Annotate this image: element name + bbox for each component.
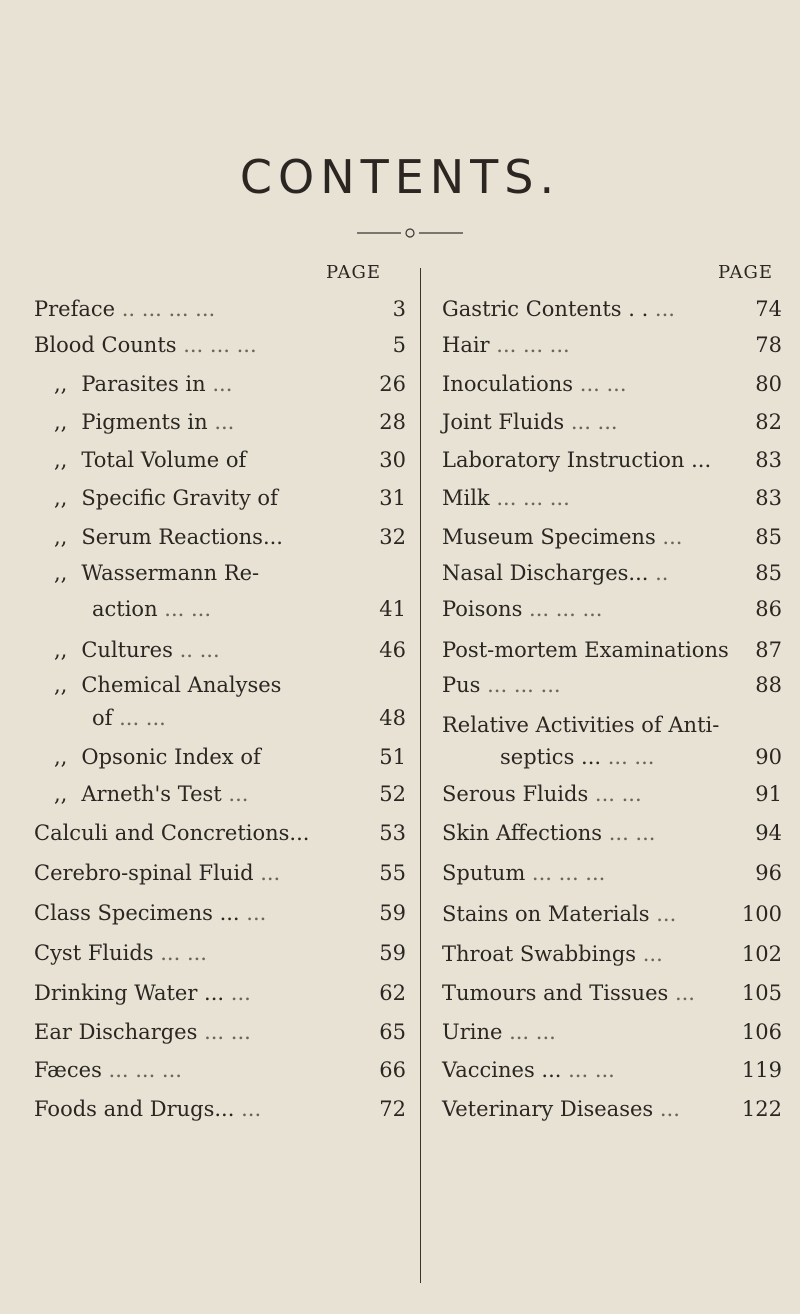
toc-entry-text: Opsonic Index of [81, 745, 261, 769]
toc-entry-label [442, 980, 695, 1006]
dot-leader: ... [234, 1097, 262, 1121]
toc-entry-text: Ear Discharges [34, 1020, 198, 1044]
dot-leader: .. [648, 561, 669, 585]
toc-page-number: 106 [741, 1020, 782, 1044]
toc-page-number: 59 [379, 941, 406, 965]
toc-entry-text: Pigments in [81, 410, 208, 434]
toc-entry-label [54, 560, 259, 586]
dot-leader: ... ... ... [480, 673, 561, 697]
toc-page-number: 65 [379, 1020, 406, 1044]
toc-entry-label [34, 820, 309, 846]
ditto-mark: ,, [54, 486, 68, 510]
toc-entry-text: Serous Fluids [442, 782, 589, 806]
toc-entry-label [54, 524, 283, 550]
toc-entry-label [54, 485, 278, 511]
dot-leader: ... ... ... [522, 597, 603, 621]
toc-entry-text: Calculi and Concretions... [34, 821, 310, 845]
toc-entry-label [442, 1057, 615, 1083]
ditto-mark: ,, [54, 638, 68, 662]
toc-entry-text: Vaccines ... [442, 1058, 562, 1082]
toc-entry-text: Chemical Analyses [81, 673, 282, 697]
toc-entry-text: Fæces [34, 1058, 102, 1082]
toc-entry-label [54, 409, 234, 435]
toc-page-number: 3 [392, 297, 406, 321]
toc-page-number: 80 [755, 372, 782, 396]
toc-entry-text: Drinking Water ... [34, 981, 225, 1005]
dot-leader: ... ... [502, 1020, 556, 1044]
toc-entry-text: septics ... [500, 745, 602, 769]
dot-leader: ... [207, 410, 235, 434]
dot-leader: ... [655, 525, 683, 549]
dot-leader: ... ... [588, 782, 642, 806]
dot-leader: .. ... [172, 638, 220, 662]
toc-entry-label [442, 1096, 680, 1122]
ditto-mark: ,, [54, 782, 68, 806]
toc-entry-text: Foods and Drugs... [34, 1097, 235, 1121]
page-title: CONTENTS. [239, 150, 561, 204]
dot-leader: ... ... [564, 410, 618, 434]
divider-ornament-icon [355, 226, 465, 240]
toc-entry-label [34, 1057, 182, 1083]
dot-leader: ... [636, 942, 663, 966]
toc-page-number: 53 [379, 821, 406, 845]
dot-leader: ... ... ... [176, 333, 257, 357]
dot-leader: ... ... [561, 1058, 615, 1082]
toc-entry-text: Cultures [81, 638, 173, 662]
toc-page-number: 74 [755, 297, 782, 321]
toc-entry-label [442, 371, 627, 397]
toc-entry-text: Preface [34, 297, 116, 321]
toc-entry-text: Wassermann Re- [81, 561, 260, 585]
toc-entry-text: Blood Counts [34, 333, 177, 357]
toc-entry-text: Cerebro-spinal Fluid [34, 861, 254, 885]
toc-page-number: 62 [379, 981, 406, 1005]
toc-entry-label [442, 672, 561, 698]
dot-leader: .. ... ... ... [115, 297, 216, 321]
toc-page-number: 55 [379, 861, 406, 885]
toc-entry-text: Specific Gravity of [81, 486, 278, 510]
column-divider [420, 268, 421, 1283]
toc-page-number: 83 [755, 448, 782, 472]
toc-entry-label [34, 860, 280, 886]
toc-page-number: 46 [379, 638, 406, 662]
toc-entry-text: Stains on Materials [442, 902, 650, 926]
toc-entry-label [442, 712, 719, 738]
dot-leader: ... [221, 782, 249, 806]
toc-entry-label [442, 485, 570, 511]
toc-page-number: 59 [379, 901, 406, 925]
toc-entry-label [54, 447, 246, 473]
ditto-mark: ,, [54, 372, 68, 396]
toc-page-number: 102 [741, 942, 782, 966]
left-page-header: PAGE [326, 262, 381, 283]
toc-entry-text: Hair [442, 333, 490, 357]
toc-entry-text: Gastric Contents . . [442, 297, 649, 321]
toc-page-number: 82 [755, 410, 782, 434]
toc-entry-text: Relative Activities of Anti- [442, 713, 720, 737]
toc-entry-label [34, 332, 257, 358]
dot-leader: ... [648, 297, 675, 321]
toc-entry-label [34, 900, 266, 926]
toc-entry-text: Inoculations [442, 372, 574, 396]
toc-page-number: 122 [741, 1097, 782, 1121]
toc-page-number: 41 [379, 597, 406, 621]
toc-entry-text: Veterinary Diseases [442, 1097, 654, 1121]
toc-entry-label [442, 332, 570, 358]
toc-entry-label [442, 941, 663, 967]
ditto-mark: ,, [54, 673, 68, 697]
ditto-mark: ,, [54, 745, 68, 769]
dot-leader: ... ... [112, 706, 166, 730]
toc-entry-label [442, 524, 682, 550]
toc-page-number: 94 [755, 821, 782, 845]
toc-entry-label [442, 1019, 556, 1045]
toc-entry-text: Post-mortem Examinations [442, 638, 729, 662]
ditto-mark: ,, [54, 561, 68, 585]
toc-entry-label [500, 744, 654, 770]
toc-page-number: 85 [755, 525, 782, 549]
toc-page-number: 119 [741, 1058, 782, 1082]
toc-entry-label [442, 447, 711, 473]
toc-entry-label [34, 940, 207, 966]
toc-entry-label [34, 980, 251, 1006]
dot-leader: ... ... ... [525, 861, 606, 885]
toc-page-number: 5 [392, 333, 406, 357]
dot-leader: ... ... [197, 1020, 251, 1044]
toc-entry-label [54, 637, 220, 663]
toc-page-number: 100 [741, 902, 782, 926]
toc-entry-text: Throat Swabbings [442, 942, 637, 966]
toc-entry-label [92, 705, 166, 731]
toc-page-number: 32 [379, 525, 406, 549]
toc-entry-label [442, 637, 729, 663]
toc-entry-text: Museum Specimens [442, 525, 656, 549]
toc-entry-label [442, 596, 602, 622]
toc-page-number: 52 [379, 782, 406, 806]
toc-entry-text: Nasal Discharges... [442, 561, 649, 585]
dot-leader: ... [668, 981, 695, 1005]
toc-page-number: 72 [379, 1097, 406, 1121]
dot-leader: ... [239, 901, 267, 925]
toc-entry-label [34, 1019, 251, 1045]
toc-entry-text: Pus [442, 673, 481, 697]
toc-page-number: 86 [755, 597, 782, 621]
toc-entry-text: Urine [442, 1020, 503, 1044]
dot-leader: ... ... [153, 941, 207, 965]
toc-entry-text: Milk [442, 486, 490, 510]
toc-page-number: 78 [755, 333, 782, 357]
toc-entry-label [442, 409, 618, 435]
toc-entry-text: Poisons [442, 597, 523, 621]
toc-entry-label [442, 781, 642, 807]
toc-page-number: 105 [741, 981, 782, 1005]
toc-page-number: 87 [755, 638, 782, 662]
toc-entry-text: Class Specimens ... [34, 901, 240, 925]
toc-entry-label [34, 1096, 261, 1122]
toc-entry-label [442, 901, 676, 927]
right-page-header: PAGE [718, 262, 773, 283]
toc-entry-label [442, 860, 605, 886]
toc-entry-text: Arneth's Test [81, 782, 222, 806]
toc-page-number: 96 [755, 861, 782, 885]
toc-page-number: 26 [379, 372, 406, 396]
toc-page-number: 91 [755, 782, 782, 806]
dot-leader: ... [205, 372, 233, 396]
toc-entry-label [54, 744, 261, 770]
toc-page-number: 66 [379, 1058, 406, 1082]
dot-leader: ... ... ... [101, 1058, 182, 1082]
toc-page-number: 51 [379, 745, 406, 769]
toc-entry-label [54, 672, 281, 698]
toc-page-number: 85 [755, 561, 782, 585]
ditto-mark: ,, [54, 448, 68, 472]
dot-leader: ... [224, 981, 251, 1005]
toc-entry-text: Joint Fluids [442, 410, 565, 434]
toc-entry-label [54, 781, 248, 807]
ditto-mark: ,, [54, 525, 68, 549]
toc-entry-label [442, 560, 668, 586]
toc-entry-label [442, 296, 675, 322]
toc-page-number: 83 [755, 486, 782, 510]
toc-page-number: 48 [379, 706, 406, 730]
dot-leader: ... ... ... [489, 486, 570, 510]
toc-entry-label [54, 371, 232, 397]
toc-entry-text: Sputum [442, 861, 526, 885]
toc-entry-label [442, 820, 655, 846]
dot-leader: ... [653, 1097, 680, 1121]
toc-entry-text: Serum Reactions... [81, 525, 283, 549]
toc-page-number: 31 [379, 486, 406, 510]
toc-page-number: 90 [755, 745, 782, 769]
dot-leader: ... ... [601, 745, 655, 769]
toc-entry-text: Tumours and Tissues [442, 981, 669, 1005]
toc-entry-text: Laboratory Instruction ... [442, 448, 712, 472]
toc-page-number: 88 [755, 673, 782, 697]
toc-page-number: 28 [379, 410, 406, 434]
dot-leader: ... ... ... [489, 333, 570, 357]
toc-entry-text: Cyst Fluids [34, 941, 154, 965]
ditto-mark: ,, [54, 410, 68, 434]
toc-entry-text: Skin Affections [442, 821, 603, 845]
toc-entry-text: Total Volume of [81, 448, 247, 472]
toc-entry-label [34, 296, 215, 322]
toc-entry-text: action [92, 597, 158, 621]
dot-leader: ... [649, 902, 677, 926]
toc-entry-text: Parasites in [81, 372, 206, 396]
toc-page-number: 30 [379, 448, 406, 472]
toc-entry-text: of [92, 706, 113, 730]
dot-leader: ... ... [573, 372, 627, 396]
dot-leader: ... ... [602, 821, 656, 845]
toc-entry-label [92, 596, 211, 622]
dot-leader: ... [253, 861, 281, 885]
dot-leader: ... ... [157, 597, 212, 621]
